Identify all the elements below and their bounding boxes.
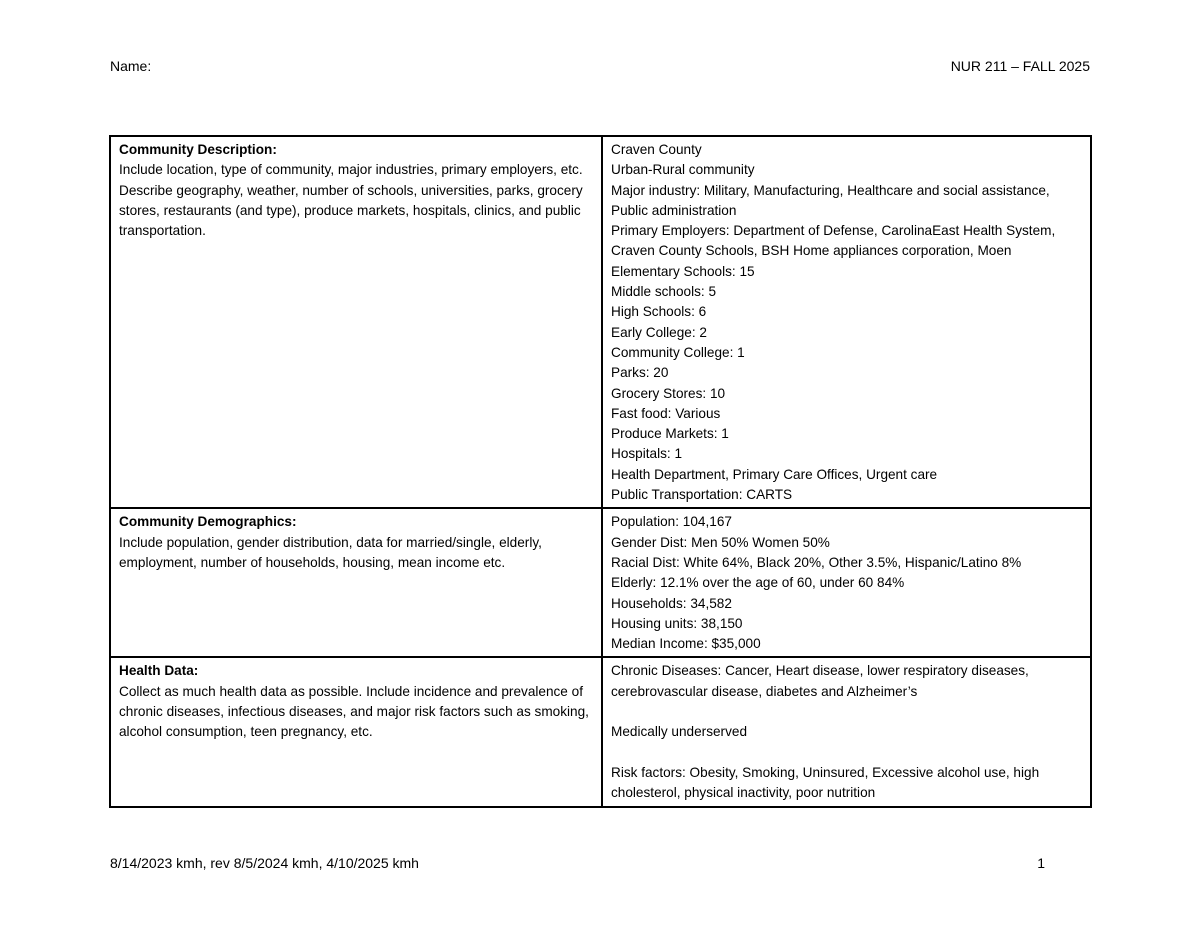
section-title: Health Data: — [119, 663, 199, 679]
answer-cell — [602, 508, 1091, 657]
prompt-cell — [110, 657, 602, 806]
blank-line — [611, 702, 1082, 722]
answer-line: Middle schools: 5 — [611, 284, 717, 300]
section-title: Community Description: — [119, 142, 277, 157]
answer-line: Urban-Rural community — [611, 162, 755, 178]
section-instructions: Collect as much health data as possible. Include incidence and prevalence of chronic diseases, infectious diseases, and major risk factors such as smoking, alcohol consumption, teen pregnancy, etc. — [119, 683, 589, 740]
answer-line: Elementary Schools: 15 — [611, 263, 755, 279]
answer-line: Gender Dist: Men 50% Women 50% — [611, 534, 830, 550]
answer-line: Produce Markets: 1 — [611, 426, 729, 442]
answer-line: High Schools: 6 — [611, 304, 707, 320]
section-instructions: Include population, gender distribution, data for married/single, elderly, employment, number of households, housing, mean income etc. — [119, 534, 542, 570]
answer-line: Parks: 20 — [611, 365, 669, 381]
revision-note: 8/14/2023 kmh, rev 8/5/2024 kmh, 4/10/2025 kmh — [110, 855, 419, 871]
answer-line: Primary Employers: Department of Defense, CarolinaEast Health System, Craven County Schools, BSH Home appliances corporation, Moen — [611, 223, 1056, 259]
answer-line: Median Income: $35,000 — [611, 636, 761, 652]
answer-line: Population: 104,167 — [611, 514, 732, 530]
answer-line: Racial Dist: White 64%, Black 20%, Other 3.5%, Hispanic/Latino 8% — [611, 554, 1022, 570]
answer-line: Households: 34,582 — [611, 595, 732, 611]
assessment-table — [109, 135, 1092, 808]
answer-line: Housing units: 38,150 — [611, 615, 743, 631]
table-row — [110, 136, 1091, 508]
prompt-cell — [110, 508, 602, 657]
answer-line: Fast food: Various — [611, 405, 721, 421]
answer-line: Chronic Diseases: Cancer, Heart disease, lower respiratory diseases, cerebrovascular disease, diabetes and Alzheimer’s — [611, 663, 1029, 699]
answer-cell — [602, 657, 1091, 806]
answer-line: Major industry: Military, Manufacturing, Healthcare and social assistance, Public administration — [611, 182, 1050, 218]
course-title: NUR 211 – FALL 2025 — [950, 58, 1090, 74]
answer-line: Public Transportation: CARTS — [611, 487, 793, 503]
section-title: Community Demographics: — [119, 514, 297, 530]
answer-line: Grocery Stores: 10 — [611, 385, 726, 401]
blank-line — [611, 743, 1082, 763]
answer-line: Elderly: 12.1% over the age of 60, under 60 84% — [611, 575, 905, 591]
answer-line: Craven County — [611, 142, 702, 157]
table-row — [110, 657, 1091, 806]
answer-line: Risk factors: Obesity, Smoking, Uninsured, Excessive alcohol use, high cholesterol, physical inactivity, poor nutrition — [611, 764, 1040, 801]
answer-cell — [602, 136, 1091, 508]
answer-line: Medically underserved — [611, 724, 748, 740]
page-number: 1 — [1037, 855, 1045, 871]
table-row — [110, 508, 1091, 657]
answer-line: Health Department, Primary Care Offices, Urgent care — [611, 466, 938, 482]
name-label: Name: — [110, 58, 152, 74]
section-instructions: Include location, type of community, major industries, primary employers, etc. Describe geography, weather, number of schools, universities, parks, grocery stores, restaurants (and type), produce markets, hospitals, clinics, and public transportation. — [119, 162, 583, 239]
prompt-cell — [110, 136, 602, 508]
answer-line: Hospitals: 1 — [611, 446, 683, 462]
answer-line: Early College: 2 — [611, 324, 707, 340]
answer-line: Community College: 1 — [611, 344, 745, 360]
